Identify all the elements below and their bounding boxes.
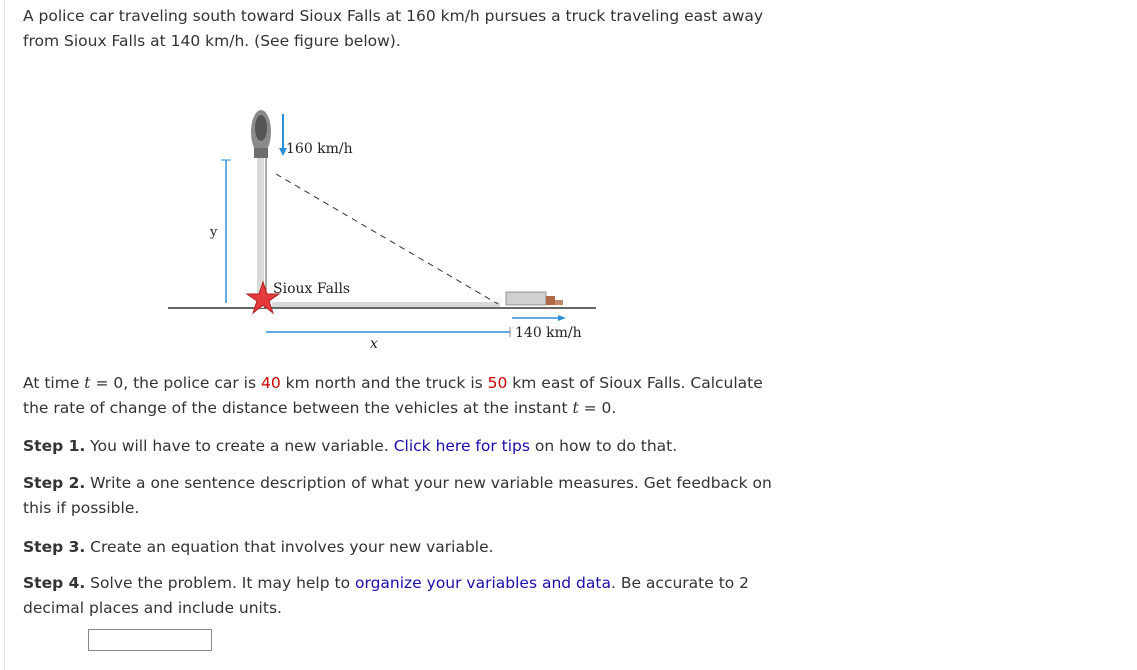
x-label: x <box>370 336 378 352</box>
answer-input[interactable] <box>88 629 212 651</box>
t-variable: t <box>84 374 91 392</box>
t-variable: t <box>572 399 579 417</box>
truck-arrow-head <box>558 315 566 321</box>
step-1-label: Step 1. <box>23 437 86 455</box>
step-3-label: Step 3. <box>23 538 86 556</box>
step-1: Step 1. You will have to create a new variable. Click here for tips on how to do that. <box>23 437 678 455</box>
police-car-icon <box>251 110 271 158</box>
road-texture-horizontal <box>272 302 500 307</box>
tips-link[interactable]: Click here for tips <box>393 437 530 455</box>
police-distance-value: 40 <box>261 374 281 392</box>
organize-link[interactable]: organize your variables and data <box>355 574 611 592</box>
truck-speed-label: 140 km/h <box>515 325 582 341</box>
truck-distance-value: 50 <box>487 374 508 392</box>
question-text: At time t = 0, the police car is 40 km north and the truck is 50 km east of Sioux Falls. Calculate the rate of change of the distance between the vehicles at the instant t = 0. <box>23 374 763 417</box>
problem-intro: A police car traveling south toward Sioux Falls at 160 km/h pursues a truck traveling east away from Sioux Falls at 140 km/h. (See figure below). <box>23 7 764 50</box>
left-border <box>4 0 5 670</box>
y-label: y <box>210 225 218 240</box>
police-speed-label: 160 km/h <box>286 141 353 157</box>
figure-diagram <box>160 96 600 356</box>
city-label: Sioux Falls <box>273 281 351 297</box>
step-2-label: Step 2. <box>23 474 86 492</box>
truck-icon <box>506 292 563 305</box>
step-2: Step 2. Write a one sentence description of what your new variable measures. Get feedback on this if possible. <box>23 474 772 517</box>
step-4: Step 4. Solve the problem. It may help to organize your variables and data. Be accurate to 2 decimal places and include units. <box>23 574 750 617</box>
step-3: Step 3. Create an equation that involves your new variable. <box>23 538 494 556</box>
step-4-label: Step 4. <box>23 574 86 592</box>
